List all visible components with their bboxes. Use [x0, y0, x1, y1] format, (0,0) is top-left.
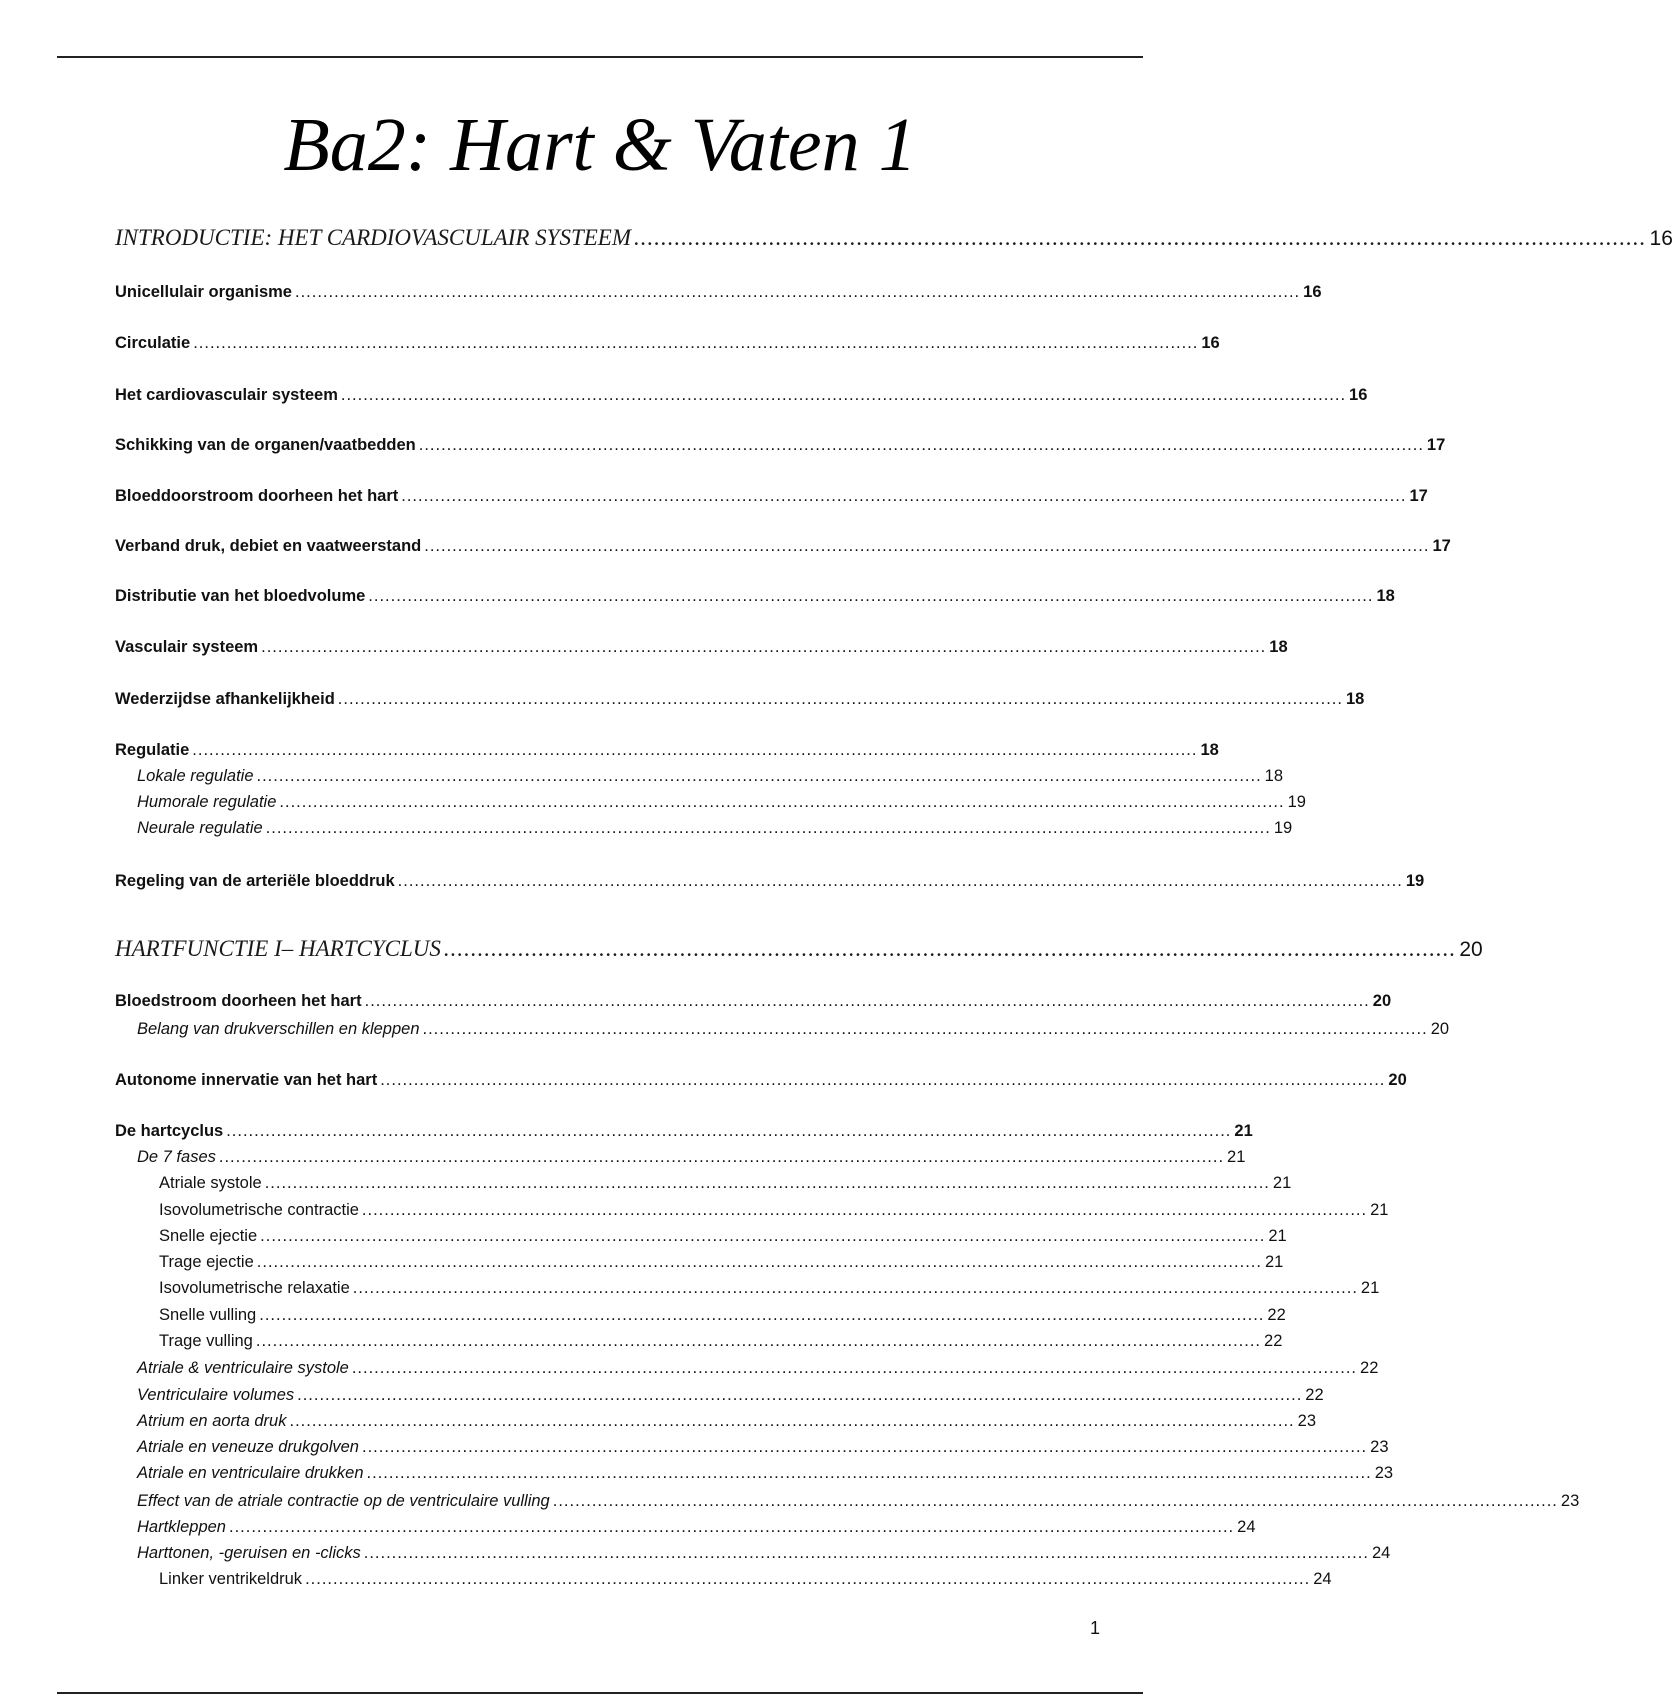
- toc-subsection[interactable]: [0, 1386, 1324, 1405]
- toc-page: 24: [1313, 1570, 1332, 1588]
- toc-leader: ....................................................................................................................................................................................: [261, 638, 1267, 656]
- toc-subsubsection[interactable]: [0, 1332, 1283, 1351]
- toc-page: 19: [1287, 793, 1306, 811]
- toc-subsection[interactable]: [0, 1359, 1379, 1378]
- toc-label: Isovolumetrische relaxatie: [159, 1279, 350, 1297]
- toc-subsection[interactable]: [0, 1020, 1450, 1039]
- toc-leader: ....................................................................................................................................................................................: [259, 1306, 1265, 1324]
- toc-leader: ....................................................................................................................................................................................: [552, 1492, 1558, 1510]
- toc-label: Trage ejectie: [159, 1253, 254, 1271]
- toc-section[interactable]: [0, 436, 1446, 455]
- toc-page: 17: [1426, 436, 1446, 454]
- toc-label: Snelle vulling: [159, 1306, 257, 1324]
- toc-label: Regeling van de arteriële bloeddruk: [115, 872, 395, 890]
- toc-leader: ....................................................................................................................................................................................: [340, 386, 1347, 404]
- toc-section[interactable]: [0, 1122, 1253, 1141]
- toc-label: Schikking van de organen/vaatbedden: [115, 436, 416, 454]
- toc-page: 16: [1349, 386, 1368, 404]
- toc-section[interactable]: [0, 872, 1425, 891]
- toc-page: 22: [1305, 1386, 1324, 1404]
- toc-label: De hartcyclus: [115, 1122, 224, 1140]
- toc-leader: ....................................................................................................................................................................................: [255, 1332, 1262, 1350]
- toc-label: Regulatie: [115, 741, 190, 759]
- toc-label: De 7 fases: [137, 1148, 216, 1166]
- toc-page: 23: [1297, 1412, 1317, 1430]
- toc-leader: ....................................................................................................................................................................................: [218, 1148, 1225, 1166]
- toc-page: 21: [1264, 1253, 1284, 1271]
- toc-label: Atriale en ventriculaire drukken: [137, 1464, 364, 1482]
- toc-page: 17: [1432, 537, 1451, 555]
- toc-page: 16: [1303, 283, 1322, 301]
- toc-page: 17: [1409, 487, 1428, 505]
- toc-page: 20: [1388, 1071, 1407, 1089]
- toc-section[interactable]: [0, 992, 1392, 1011]
- toc-section[interactable]: [0, 741, 1219, 760]
- toc-section[interactable]: [0, 537, 1451, 556]
- toc-label: Wederzijdse afhankelijkheid: [115, 690, 335, 708]
- toc-leader: ....................................................................................................................................................................................: [424, 537, 1430, 555]
- toc-label: Harttonen, -geruisen en -clicks: [137, 1544, 361, 1562]
- toc-label: Autonome innervatie van het hart: [115, 1071, 378, 1089]
- toc-leader: ....................................................................................................................................................................................: [418, 436, 1424, 454]
- toc-leader: ....................................................................................................................................................................................: [279, 793, 1285, 811]
- toc-page: 21: [1370, 1201, 1389, 1219]
- toc-page: 20: [1372, 992, 1392, 1010]
- toc-page: 20: [1430, 1020, 1450, 1038]
- toc-page: 18: [1264, 767, 1284, 785]
- toc-page: 23: [1374, 1464, 1394, 1482]
- toc-page: 23: [1370, 1438, 1389, 1456]
- toc-section[interactable]: [0, 283, 1322, 302]
- toc-page: 21: [1360, 1279, 1380, 1297]
- toc-leader: ....................................................................................................................................................................................: [364, 992, 1370, 1010]
- toc-label: Bloedstroom doorheen het hart: [115, 992, 362, 1010]
- top-rule: [57, 56, 1143, 58]
- toc-leader: ....................................................................................................................................................................................: [228, 1518, 1235, 1536]
- toc-leader: ....................................................................................................................................................................................: [366, 1464, 1372, 1482]
- page-number: 1: [1089, 1618, 1100, 1638]
- toc-leader: ....................................................................................................................................................................................: [380, 1071, 1386, 1089]
- toc-page: 23: [1560, 1492, 1580, 1510]
- toc-subsection[interactable]: [0, 819, 1293, 838]
- toc-page: 18: [1376, 587, 1395, 605]
- toc-subsubsection[interactable]: [0, 1570, 1332, 1589]
- toc-subsection[interactable]: [0, 1518, 1256, 1537]
- toc-subsection[interactable]: [0, 1464, 1394, 1483]
- toc-page: 18: [1269, 638, 1288, 656]
- toc-section[interactable]: [0, 386, 1368, 405]
- toc-leader: ......................................................................................................................................................: [443, 936, 1457, 961]
- toc-leader: ....................................................................................................................................................................................: [422, 1020, 1428, 1038]
- toc-page: 19: [1273, 819, 1293, 837]
- toc-subsection[interactable]: [0, 1148, 1246, 1167]
- document-title: Ba2: Hart & Vaten 1: [283, 103, 917, 187]
- toc-subsection[interactable]: [0, 767, 1284, 786]
- toc-label: INTRODUCTIE: HET CARDIOVASCULAIR SYSTEEM: [115, 225, 632, 250]
- toc-subsection[interactable]: [0, 1438, 1389, 1457]
- toc-leader: ....................................................................................................................................................................................: [260, 1227, 1266, 1245]
- toc-leader: ....................................................................................................................................................................................: [256, 1253, 1262, 1271]
- toc-leader: ....................................................................................................................................................................................: [361, 1201, 1368, 1219]
- toc-page: 16: [1649, 227, 1673, 250]
- toc-label: Vasculair systeem: [115, 638, 259, 656]
- toc-section[interactable]: [0, 690, 1365, 709]
- toc-section[interactable]: [0, 587, 1395, 606]
- toc-leader: ....................................................................................................................................................................................: [352, 1279, 1358, 1297]
- toc-subsection[interactable]: [0, 1544, 1391, 1563]
- toc-section[interactable]: [0, 487, 1428, 506]
- toc-label: Lokale regulatie: [137, 767, 254, 785]
- toc-label: Humorale regulatie: [137, 793, 277, 811]
- toc-page: 16: [1201, 334, 1220, 352]
- toc-leader: ....................................................................................................................................................................................: [193, 334, 1199, 352]
- toc-page: 19: [1405, 872, 1425, 890]
- toc-chapter[interactable]: [0, 225, 1673, 251]
- toc-subsubsection[interactable]: [0, 1279, 1380, 1298]
- toc-leader: ....................................................................................................................................................................................: [297, 1386, 1303, 1404]
- toc-label: Isovolumetrische contractie: [159, 1201, 359, 1219]
- toc-subsection[interactable]: [0, 1492, 1580, 1511]
- toc-leader: ....................................................................................................................................................................................: [192, 741, 1198, 759]
- toc-leader: ......................................................................................................................................................: [634, 225, 1647, 250]
- toc-leader: ....................................................................................................................................................................................: [294, 283, 1301, 301]
- toc-leader: ....................................................................................................................................................................................: [401, 487, 1407, 505]
- toc-leader: ....................................................................................................................................................................................: [256, 767, 1262, 785]
- toc-section[interactable]: [0, 638, 1288, 657]
- toc-leader: ....................................................................................................................................................................................: [368, 587, 1374, 605]
- toc-page: 22: [1264, 1332, 1283, 1350]
- toc-page: 21: [1227, 1148, 1246, 1166]
- toc-label: Atriale en veneuze drukgolven: [137, 1438, 359, 1456]
- toc-page: 22: [1267, 1306, 1286, 1324]
- toc-leader: ....................................................................................................................................................................................: [226, 1122, 1232, 1140]
- toc-leader: ....................................................................................................................................................................................: [337, 690, 1343, 708]
- toc-page: 21: [1234, 1122, 1253, 1140]
- toc-subsubsection[interactable]: [0, 1253, 1284, 1272]
- toc-subsection[interactable]: [0, 1412, 1317, 1431]
- toc-subsubsection[interactable]: [0, 1306, 1286, 1325]
- toc-section[interactable]: [0, 334, 1220, 353]
- toc-page: 21: [1272, 1174, 1292, 1192]
- toc-label: Atriale systole: [159, 1174, 262, 1192]
- toc-label: Het cardiovasculair systeem: [115, 386, 338, 404]
- toc-label: Ventriculaire volumes: [137, 1386, 295, 1404]
- toc-subsubsection[interactable]: [0, 1227, 1287, 1246]
- bottom-rule: [57, 1692, 1143, 1694]
- toc-leader: ....................................................................................................................................................................................: [351, 1359, 1358, 1377]
- toc-label: Trage vulling: [159, 1332, 253, 1350]
- toc-page: 22: [1360, 1359, 1379, 1377]
- toc-label: Distributie van het bloedvolume: [115, 587, 366, 605]
- toc-label: Snelle ejectie: [159, 1227, 258, 1245]
- toc-page: 20: [1459, 938, 1483, 961]
- toc-label: Hartkleppen: [137, 1518, 226, 1536]
- toc-section[interactable]: [0, 1071, 1407, 1090]
- toc-label: Effect van de atriale contractie op de ventriculaire vulling: [137, 1492, 550, 1510]
- toc-label: Atriale & ventriculaire systole: [137, 1359, 349, 1377]
- toc-label: Circulatie: [115, 334, 191, 352]
- toc-subsubsection[interactable]: [0, 1174, 1292, 1193]
- toc-leader: ....................................................................................................................................................................................: [264, 1174, 1270, 1192]
- toc-page: 18: [1345, 690, 1365, 708]
- toc-label: Belang van drukverschillen en kleppen: [137, 1020, 420, 1038]
- toc-leader: ....................................................................................................................................................................................: [363, 1544, 1369, 1562]
- toc-label: Verband druk, debiet en vaatweerstand: [115, 537, 422, 555]
- toc-leader: ....................................................................................................................................................................................: [265, 819, 1271, 837]
- toc-page: 24: [1371, 1544, 1391, 1562]
- toc-leader: ....................................................................................................................................................................................: [305, 1570, 1311, 1588]
- toc-leader: ....................................................................................................................................................................................: [397, 872, 1403, 890]
- toc-page: 21: [1268, 1227, 1287, 1245]
- toc-label: Bloeddoorstroom doorheen het hart: [115, 487, 399, 505]
- toc-subsection[interactable]: [0, 793, 1306, 812]
- toc-label: Atrium en aorta druk: [137, 1412, 287, 1430]
- toc-leader: ....................................................................................................................................................................................: [361, 1438, 1368, 1456]
- toc-label: HARTFUNCTIE I– HARTCYCLUS: [115, 936, 441, 961]
- toc-page: 24: [1237, 1518, 1256, 1536]
- toc-label: Linker ventrikeldruk: [159, 1570, 303, 1588]
- toc-label: Unicellulair organisme: [115, 283, 292, 301]
- toc-subsubsection[interactable]: [0, 1201, 1389, 1220]
- toc-label: Neurale regulatie: [137, 819, 263, 837]
- toc-chapter[interactable]: [0, 936, 1483, 962]
- toc-page: 18: [1200, 741, 1219, 759]
- toc-leader: ....................................................................................................................................................................................: [289, 1412, 1295, 1430]
